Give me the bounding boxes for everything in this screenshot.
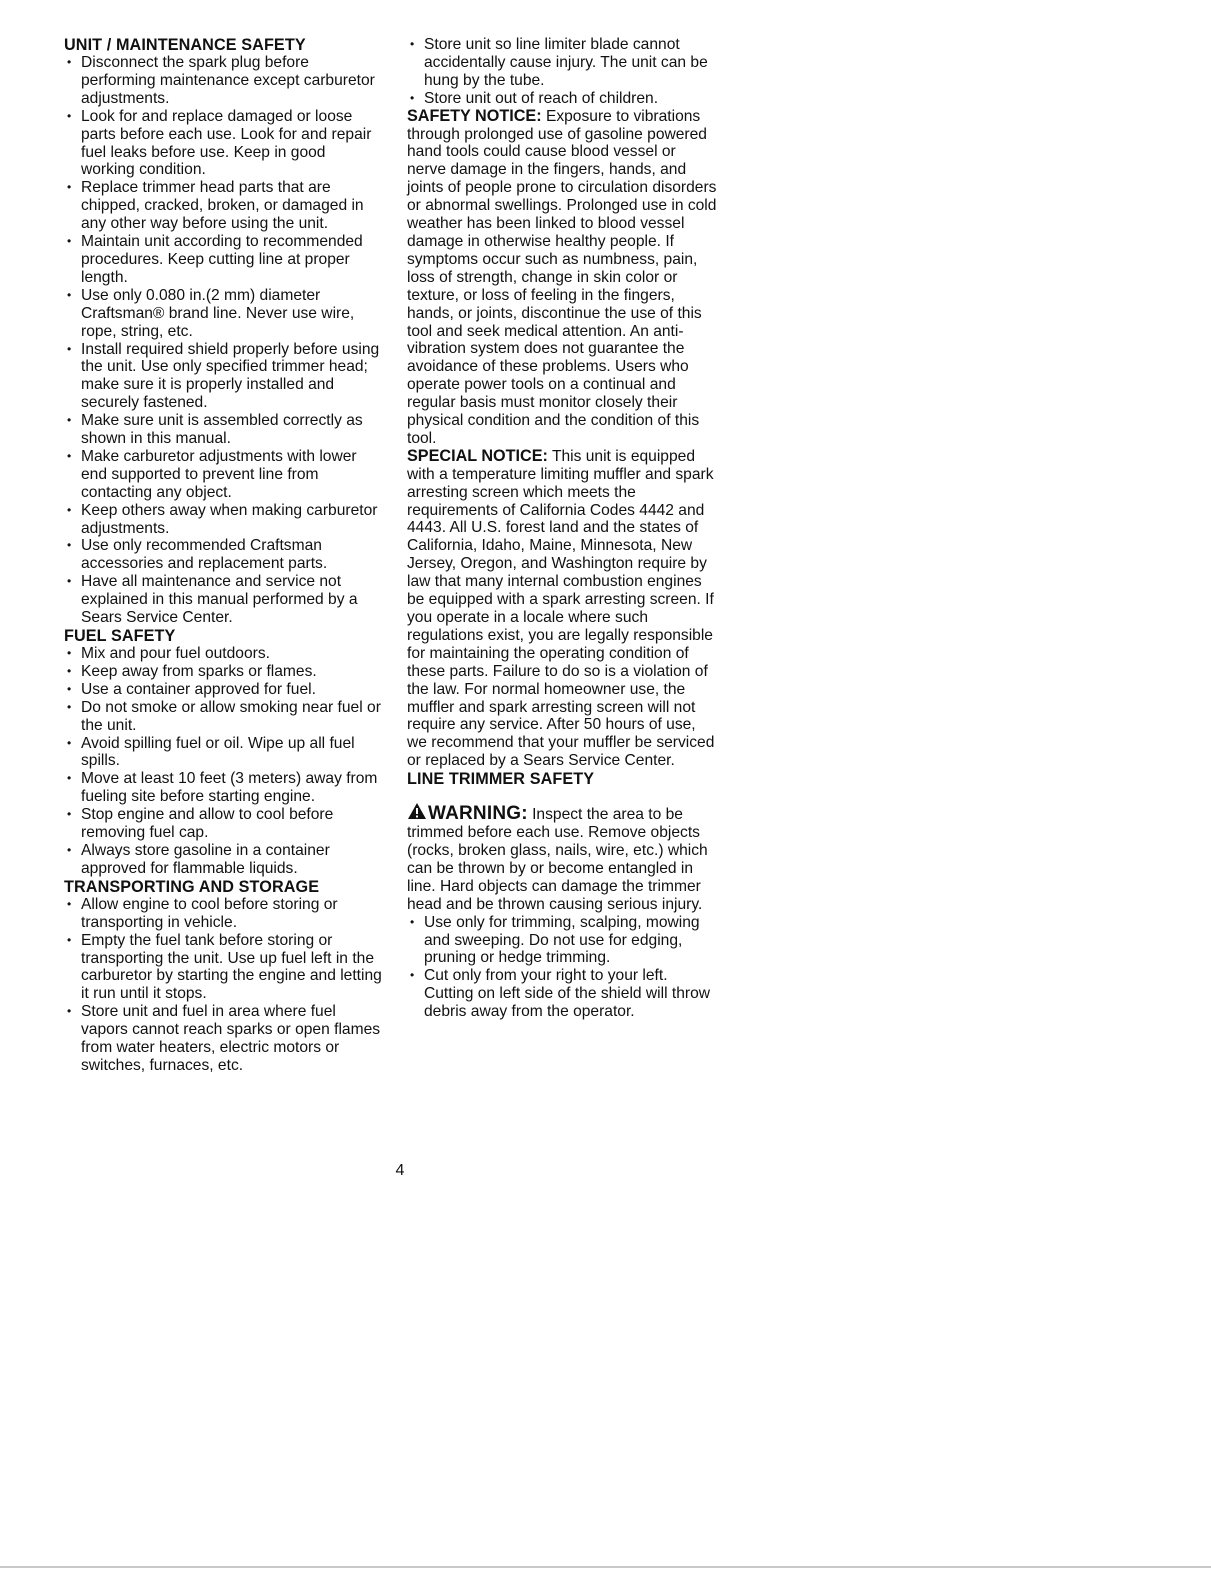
list-item: • Store unit so line limiter blade cannot accidentally cause injury. The unit can be hung by the tube.: [407, 36, 719, 90]
list-item: • Cut only from your right to your left. Cutting on left side of the shield will throw debris away from the operator.: [407, 967, 719, 1021]
left-column: [64, 36, 382, 1075]
special-notice-lead: SPECIAL NOTICE:: [407, 446, 548, 465]
storage-continued-list: [407, 36, 719, 108]
list-item: • Use only 0.080 in.(2 mm) diameter Craftsman® brand line. Never use wire, rope, string, etc.: [64, 287, 382, 341]
transport-storage-list: [64, 896, 382, 1075]
line-trimmer-heading: LINE TRIMMER SAFETY: [407, 770, 595, 789]
list-item: • Use only recommended Craftsman accessories and replacement parts.: [64, 537, 382, 573]
list-item: • Make sure unit is assembled correctly as shown in this manual.: [64, 412, 382, 448]
list-item: • Keep others away when making carburetor adjustments.: [64, 502, 382, 538]
list-item: • Look for and replace damaged or loose parts before each use. Look for and repair fuel leaks before use. Keep in good working condition.: [64, 108, 382, 180]
list-item: • Use only for trimming, scalping, mowing and sweeping. Do not use for edging, pruning or hedge trimming.: [407, 914, 719, 968]
transport-storage-heading: TRANSPORTING AND STORAGE: [64, 877, 320, 896]
special-notice-text: This unit is equipped with a temperature limiting muffler and spark arresting screen which meets the requirements of California Codes 4442 and 4443. All U.S. forest land and the states of California, Idaho, Maine, Minnesota, New Jersey, Oregon, and Washington require by law that many internal combustion engines be equipped with a spark arresting screen. If you operate in a locale where such regulations exist, you are legally responsible for maintaining the operating condition of these parts. Failure to do so is a violation of the law. For normal homeowner use, the muffler and spark arresting screen will not require any service. After 50 hours of use, we recommend that your muffler be serviced or replaced by a Sears Service Center.: [407, 447, 715, 770]
safety-notice-lead: SAFETY NOTICE:: [407, 106, 542, 125]
safety-notice: [407, 108, 719, 448]
list-item: • Empty the fuel tank before storing or transporting the unit. Use up fuel left in the carburetor by starting the engine and letting it run until it stops.: [64, 932, 382, 1004]
list-item: • Replace trimmer head parts that are chipped, cracked, broken, or damaged in any other way before using the unit.: [64, 179, 382, 233]
page-number: 4: [395, 1162, 405, 1179]
special-notice: [407, 448, 719, 770]
right-column: [407, 36, 719, 1021]
list-item: • Maintain unit according to recommended procedures. Keep cutting line at proper length.: [64, 233, 382, 287]
line-trimmer-list: [407, 914, 719, 1021]
list-item: • Do not smoke or allow smoking near fuel or the unit.: [64, 699, 382, 735]
bottom-divider: [0, 1566, 1211, 1568]
warning-text: Inspect the area to be trimmed before each use. Remove objects (rocks, broken glass, nails, wire, etc.) which can be thrown by or become entangled in line. Hard objects can damage the trimmer head and be thrown causing serious injury.: [407, 806, 708, 913]
maintenance-heading: UNIT / MAINTENANCE SAFETY: [64, 36, 306, 54]
fuel-safety-list: [64, 645, 382, 878]
list-item: • Always store gasoline in a container approved for flammable liquids.: [64, 842, 382, 878]
safety-notice-text: Exposure to vibrations through prolonged use of gasoline powered hand tools could cause blood vessel or nerve damage in the fingers, hands, and joints of people prone to circulation disorders or abnormal swellings. Prolonged use in cold weather has been linked to blood vessel damage in otherwise healthy people. If symptoms occur such as numbness, pain, loss of strength, change in skin color or texture, or loss of feeling in the fingers, hands, or joints, discontinue the use of this tool and seek medical attention. An antivibration system does not guarantee the avoidance of these problems. Users who operate power tools on a continual and regular basis must monitor closely their physical condition and the condition of this tool.: [407, 107, 717, 447]
list-item: • Store unit and fuel in area where fuel vapors cannot reach sparks or open flames from water heaters, electric motors or switches, furnaces, etc.: [64, 1003, 382, 1075]
list-item: • Move at least 10 feet (3 meters) away from fueling site before starting engine.: [64, 770, 382, 806]
list-item: • Keep away from sparks or flames.: [64, 663, 382, 681]
list-item: • Avoid spilling fuel or oil. Wipe up all fuel spills.: [64, 735, 382, 771]
fuel-safety-heading: FUEL SAFETY: [64, 627, 176, 645]
list-item: • Install required shield properly before using the unit. Use only specified trimmer head; make sure it is properly installed and securely fastened.: [64, 341, 382, 413]
list-item: • Disconnect the spark plug before performing maintenance except carburetor adjustments.: [64, 54, 382, 108]
warning-lead: WARNING:: [428, 803, 528, 825]
warning-paragraph: [407, 802, 719, 913]
list-item: • Make carburetor adjustments with lower end supported to prevent line from contacting any object.: [64, 448, 382, 502]
warning-triangle-icon: [407, 802, 427, 820]
list-item: • Allow engine to cool before storing or transporting in vehicle.: [64, 896, 382, 932]
maintenance-list: [64, 54, 382, 627]
list-item: • Store unit out of reach of children.: [407, 90, 719, 108]
list-item: • Have all maintenance and service not explained in this manual performed by a Sears Service Center.: [64, 573, 382, 627]
list-item: • Mix and pour fuel outdoors.: [64, 645, 382, 663]
list-item: • Use a container approved for fuel.: [64, 681, 382, 699]
list-item: • Stop engine and allow to cool before removing fuel cap.: [64, 806, 382, 842]
